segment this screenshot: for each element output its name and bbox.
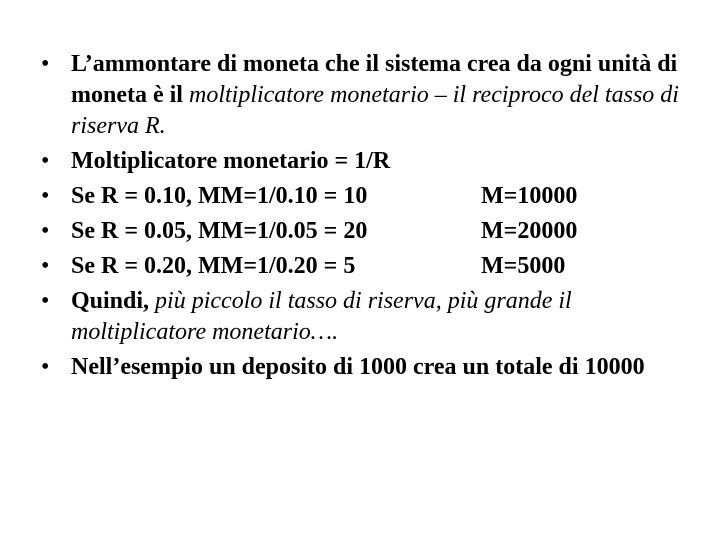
bullet-item-example-2 <box>0 216 720 247</box>
example-3-money: M=5000 <box>481 253 566 279</box>
bullet-item-conclusion <box>0 286 720 348</box>
bullet-icon: • <box>41 51 50 77</box>
example-1-money: M=10000 <box>481 183 578 209</box>
bullet-item-formula <box>0 146 720 177</box>
bullet-list <box>0 49 720 387</box>
definition-text: L’ammontare di moneta che il sistema crea da ogni unità di moneta è il <box>71 51 678 108</box>
definition-dash: – <box>428 82 453 108</box>
bullet-icon: • <box>41 218 50 244</box>
bullet-icon: • <box>41 148 50 174</box>
bullet-icon: • <box>41 253 50 279</box>
bullet-item-example-3 <box>0 251 720 282</box>
deposit-text: Nell’esempio un deposito di 1000 crea un totale di 10000 <box>71 354 645 380</box>
definition-explanation: il reciproco del tasso di riserva R. <box>71 82 679 139</box>
example-1-multiplier: Se R = 0.10, MM=1/0.10 = 10 <box>71 183 368 209</box>
conclusion-lead: Quindi, <box>71 288 156 314</box>
bullet-item-example-deposit <box>0 352 720 383</box>
bullet-item-example-1 <box>0 181 720 212</box>
definition-term: moltiplicatore monetario <box>188 82 429 108</box>
example-2-multiplier: Se R = 0.05, MM=1/0.05 = 20 <box>71 218 368 244</box>
conclusion-text: più piccolo il tasso di riserva, più grande il moltiplicatore monetario…. <box>71 288 572 345</box>
example-3-multiplier: Se R = 0.20, MM=1/0.20 = 5 <box>71 253 356 279</box>
example-2-money: M=20000 <box>481 218 578 244</box>
bullet-item-definition <box>0 49 720 142</box>
formula-text: Moltiplicatore monetario = 1/R <box>71 148 391 174</box>
bullet-icon: • <box>41 288 50 314</box>
bullet-icon: • <box>41 354 50 380</box>
bullet-icon: • <box>41 183 50 209</box>
